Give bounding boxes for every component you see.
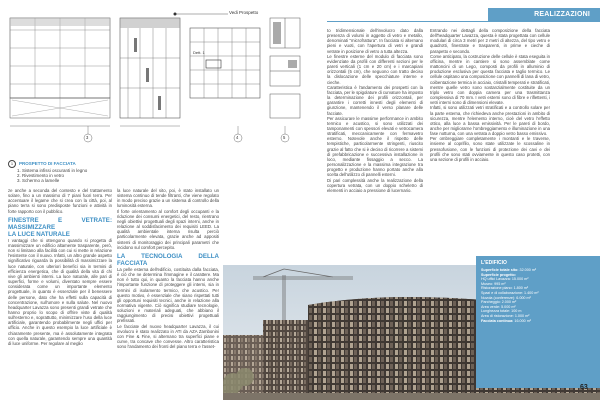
- paragraph: Le facciate del nuovo headquarter Lavazza, il cui involucro è stato realizzato in ATI da AZA Zambonini con Fine & Fine, si alternano tra superfici piane e curve, tra concave che convesse. Altro caratteristica sono l'andamento dei fronti del piano terra e l'asset-: [117, 323, 219, 350]
- info-row: HQ uffici Lavazza: 15.000 m²: [481, 277, 529, 282]
- text-column-2: [117, 188, 219, 349]
- building-info-box: [476, 256, 600, 388]
- paragraph: Caratteristica è l'andamento dei prospetti con la facciata, per le spigolature di curvature ha imposto la determinazione dei profili orizzontali, per garantire i corretti innesti degli elementi di giunzione, mantenendo il verso planare delle facciate.: [327, 84, 423, 116]
- info-row: Superficie totale sito: 32.000 m²: [481, 268, 537, 272]
- info-row: Ristorazione piano: 1.800 m²: [481, 286, 529, 291]
- marker-3: 3: [86, 135, 89, 140]
- text-column-1: [8, 188, 112, 346]
- section-heading-facciata: LA TECNOLOGIA DELLA FACCIATA: [117, 252, 219, 267]
- info-row: Superficie progetto:: [481, 272, 517, 277]
- paragraph: Per ombreggiare completamente i montanti e le traverse, insieme al coprifilo, sono state utilizzate le scossaline in pressofusione, con le funzioni di protezione dei cavi e dei profili che sono stati ovviamente in questo caso protetti, con una sezione di profili in acciaio.: [430, 136, 550, 162]
- info-row: Nuvola (conferenze): 6.000 m²: [481, 295, 531, 300]
- paragraph: Di pari complessità anche la realizzazione della copertura vetrata, con un doppio scheletro di elementi in acciaio a pressione di lucernario.: [327, 177, 423, 193]
- heading-line-1: FINESTRE E VETRATE: MASSIMIZZARE: [8, 216, 112, 231]
- paragraph: ze anche a seconda del contesto e del trattamento solare, fino a un massimo di 7 piani fuori terra. Per accentuare il legame che si crea con la città, poi, al piano terra si sono predisposte funzioni e attività in forte rapporto con il pubblico.: [8, 188, 112, 214]
- info-box-title: L'EDIFICIO: [481, 260, 507, 266]
- paragraph: Infatti, si sono utilizzati vetri stratificati e a controllo solare per la parte esterna, che richiedeva anche prestazioni in ambito di sicurezza, mentre l'elemento interno, cioè del vetro l'effetto ottico, alla luce a bassa emissività. Per le pareti di bordo, anche per migliorarne l'ombreggiamento e illuminazione in una fase notturna, con una vetrata a doppio vetro basso emissivo.: [430, 105, 550, 137]
- info-row: Parcheggio: 2.000 m²: [481, 300, 517, 305]
- legend-item: 2. Rivestimento in vetro: [17, 173, 65, 179]
- paragraph: Il forte orientamento al comfort degli occupanti e la riduzione dei consumi energetici, del resto, rientrano negli obiettivi progettuali degli spazi interni, anche in relazione al soddisfacimento dei requisiti LEED. La qualità ambientale interna risulta perciò particolarmente elevata, grazie anche ad appositi sistemi di monitoraggio dei principali parametri che incidono sul comfort percepito.: [117, 208, 219, 250]
- paragraph: Le finestre esterne del modulo di facciata sono evidenziate da profili con differenti sezioni per le pareti verticali (1 cm e 20 cm) e i marcapiani orizzontali (5 cm), che seguono con tratto deciso la dislocazione delle specchiature interne e cieche.: [327, 53, 423, 85]
- header-rule: [327, 21, 600, 22]
- text-column-4: [430, 28, 550, 264]
- info-row: Spazi e di collaborazione: 1.400 m²: [481, 290, 539, 295]
- heading-line-2: LA LUCE NATURALE: [8, 230, 70, 238]
- drawing-legend: [8, 160, 87, 184]
- paragraph: Per assicurare le massime performance in ambito termico e acustico, si sono utilizzati dei tamponamenti con spessori elevati e vetrocamera stratificati, meccanicamente con fermavetro esterno. Notevole anche il rispetto delle tempistiche, particolarmente stringenti, riuscito grazie al fatto che si è deciso di ricorrere a sistemi di prefabbricazione e successiva installazione in loco, mediante fissaggio a secco. La personalizzazione e la massima integrazione tra progetto e produzione hanno portato anche alla scelta dell'utilizzo di pannelli esterni.: [327, 115, 423, 178]
- section-heading: [8, 217, 112, 238]
- legend-number: 1: [8, 160, 16, 168]
- legend-item: 1. Sistema infissi oscuranti in legno: [17, 168, 88, 173]
- page-number: 63: [580, 384, 588, 391]
- paragraph: Entrando nei dettagli della composizione della facciata dell'headquarter Lavazza, questa è stata progettata con cellule modulari di circa 3 metri per 2 metri di altezza, del tipo vetro e quadrotti, finestrate e trasparenti, in prime e cieche di parapetto e secondo.: [430, 28, 550, 54]
- drawing-callout-side: Dett. 1: [193, 50, 205, 55]
- technical-drawing: [8, 8, 318, 158]
- info-row: Lunghezza totale: 100 m: [481, 309, 522, 314]
- paragraph: I vantaggi che si ottengono quando si progetta di massimizzare un edificio altamente trasparente, però, non si limitano alla facilità con cui si mette in relazione l'esistente con il nuovo. Infatti, un altro grande aspetto significativo riguarda la possibilità di massimizzare la luce naturale, con ulteriori benefici sia in termini di efficienza energetica, che di qualità della vita di chi vive gli ambienti interni. La luce naturale, alle pari di superfici, forme e volumi, diventato sempre essere considerata come un importante elemento progettuale, in quanto è essenziale per il benessere delle persone, dato che ha effetti sulla capacità di concentrazione, sull'umore e sulla salute. Nel nuovo headquarter Lavazza sono presenti grandi vetrate che hanno proprio lo scopo di offrire viste di qualità sull'esterno e, soprattutto, minimizzare l'uso della luce artificiale, garantendo probabilmente negli uffici per ufficio. Anche in questo esempio la luce artificiale è chiaramente presente, ma è assolutamente integrata con quella naturale, garantendo sempre una quantità di luce uniforme. Per regolare al meglio: [8, 237, 112, 346]
- section-header: [488, 8, 600, 21]
- info-row: Area di ristorazione: 1.000 m²: [481, 313, 530, 318]
- text-column-3: [327, 28, 423, 264]
- paragraph: la luce naturale del sito, poi, è stato installato un sistema continuo di tende filtranti, che viene regolato in modo preciso grazie a un sistema di controllo della luminosità esterna.: [117, 188, 219, 209]
- info-row: Area verde: 5.000 m²: [481, 304, 516, 309]
- legend-item: 3. Schermo a lamelle: [17, 178, 60, 184]
- marker-4: 4: [236, 135, 239, 140]
- paragraph: Come anticipato, la costruzione delle cellule è stata eseguita in officina, mentre in cantiere si sono assemblate come mattoncini di un Lego, composti da profili in alluminio di produzione esclusiva per questa facciata e taglio termico. Le cellule ospitano una composizione con pannelli di lana di vetro, coibentazione termica in acciaio, cristalli temperati e stratificati, mentre quelle vetro sono sostanzialmente costituite da un triplo vetro con doppia camera per una trasmittanza complessiva di 70 mm. I vetri esterni sono di fibre e riflettenti, i vetri interni sono di dimensioni elevate.: [430, 53, 550, 106]
- marker-5: 5: [283, 135, 286, 140]
- drawing-callout: Vedi Prospetto: [229, 10, 259, 15]
- paragraph: La pelle esterna dell'edificio, costituita dalla facciata, è ciò che ne determina l'immagine e il carattere. Ma non è tutto qui, in quanto la facciata hanno anche l'importante funzione di proteggere gli interni, sia in termini di isolamento termico, che acustico. Per questo motivo, è essenziale che siano rispettati tutti gli opportuni requisiti tecnici, anche in relazione alla normativa vigente. Ciò significa studiare tecnologie, soluzioni e materiali adeguati, che abbiano il raggiungimento di precisi obiettivi progettuali prefissati.: [117, 266, 219, 324]
- info-row: Museo: 995 m²: [481, 281, 506, 286]
- paragraph: to tridimensionale dell'involucro dato dalla presenza di volumi in aggetto di vetro e metallo, denominati "microfrattura". In facciata si alternano pieni e vuoti, con l'apertura di vetri e grandi vetrate in posizione di vetro a tutta altezza.: [327, 28, 423, 54]
- facade-drawing: [8, 8, 318, 158]
- legend-title: PROSPETTO DI FACCIATA: [19, 161, 76, 166]
- info-row: Facciata continua: 16.000 m²: [481, 318, 532, 323]
- section-title: REALIZZAZIONI: [534, 11, 590, 18]
